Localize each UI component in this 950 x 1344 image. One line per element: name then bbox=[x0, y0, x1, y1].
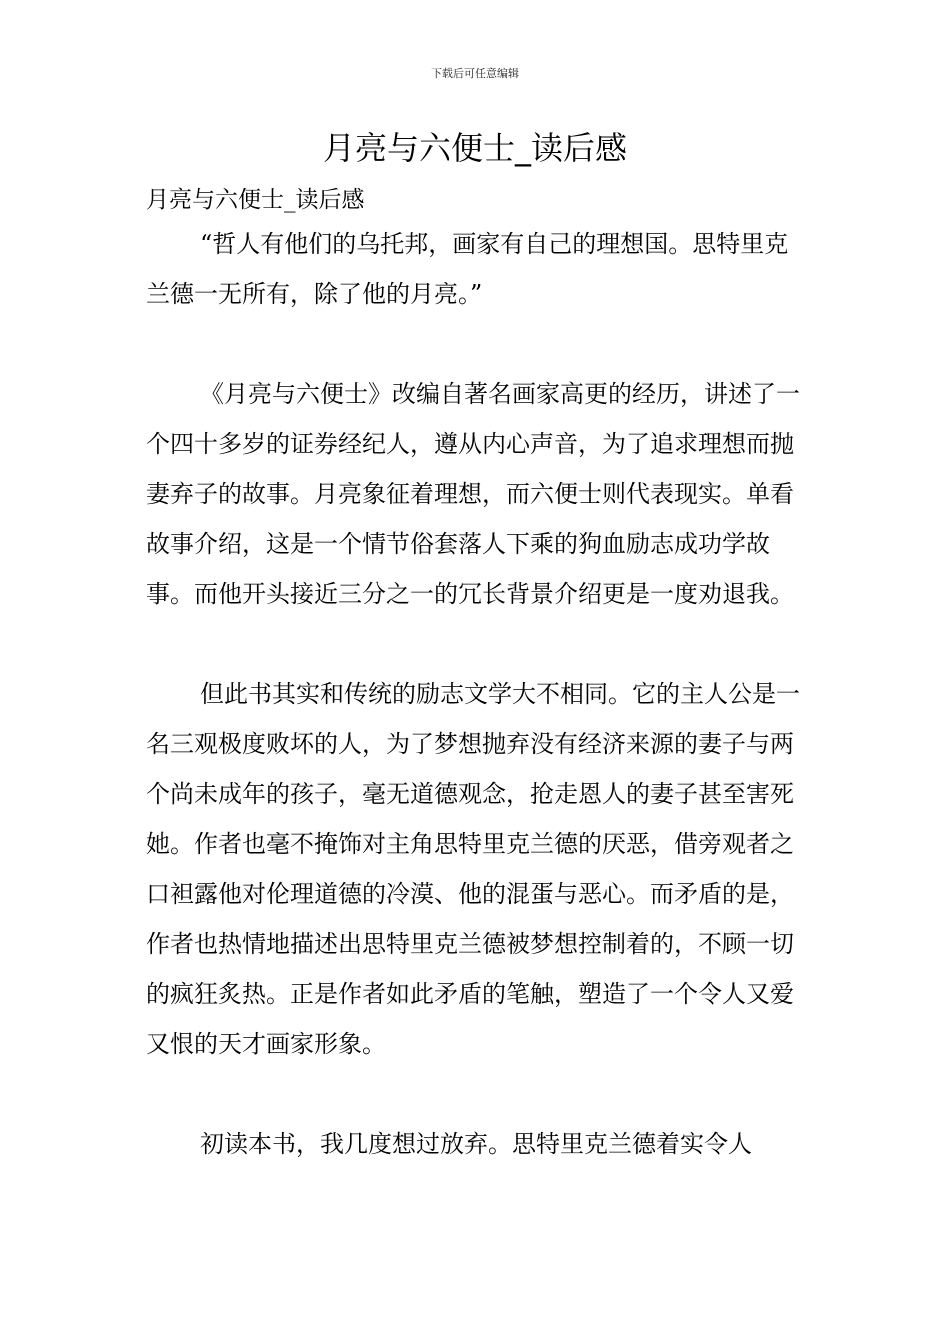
blank-line bbox=[146, 619, 806, 669]
header-note: 下载后可任意编辑 bbox=[431, 67, 519, 80]
document-subtitle: 月亮与六便士_读后感 bbox=[146, 187, 365, 213]
blank-line bbox=[146, 319, 806, 369]
blank-line bbox=[146, 1069, 806, 1119]
document-body bbox=[146, 181, 806, 1169]
paragraph-reflection: 初读本书，我几度想过放弃。思特里克兰德着实令人 bbox=[200, 1130, 752, 1158]
document-title: 月亮与六便士_读后感 bbox=[322, 129, 627, 167]
paragraph-intro: 《月亮与六便士》改编自著名画家高更的经历，讲述了一个四十多岁的证券经纪人，遵从内心声音，为了追求理想而抛妻弃子的故事。月亮象征着理想，而六便士则代表现实。单看故事介绍，这是一个情节俗套落人下乘的狗血励志成功学故事。而他开头接近三分之一的冗长背景介绍更是一度劝退我。 bbox=[146, 380, 800, 608]
paragraph-analysis: 但此书其实和传统的励志文学大不相同。它的主人公是一名三观极度败坏的人，为了梦想抛弃没有经济来源的妻子与两个尚未成年的孩子，毫无道德观念，抢走恩人的妻子甚至害死她。作者也毫不掩饰对主角思特里克兰德的厌恶，借旁观者之口袒露他对伦理道德的冷漠、他的混蛋与恶心。而矛盾的是，作者也热情地描述出思特里克兰德被梦想控制着的，不顾一切的疯狂炙热。正是作者如此矛盾的笔触，塑造了一个令人又爱又恨的天才画家形象。 bbox=[146, 680, 800, 1058]
paragraph-quote: “哲人有他们的乌托邦，画家有自己的理想国。思特里克兰德一无所有，除了他的月亮。” bbox=[146, 230, 789, 308]
